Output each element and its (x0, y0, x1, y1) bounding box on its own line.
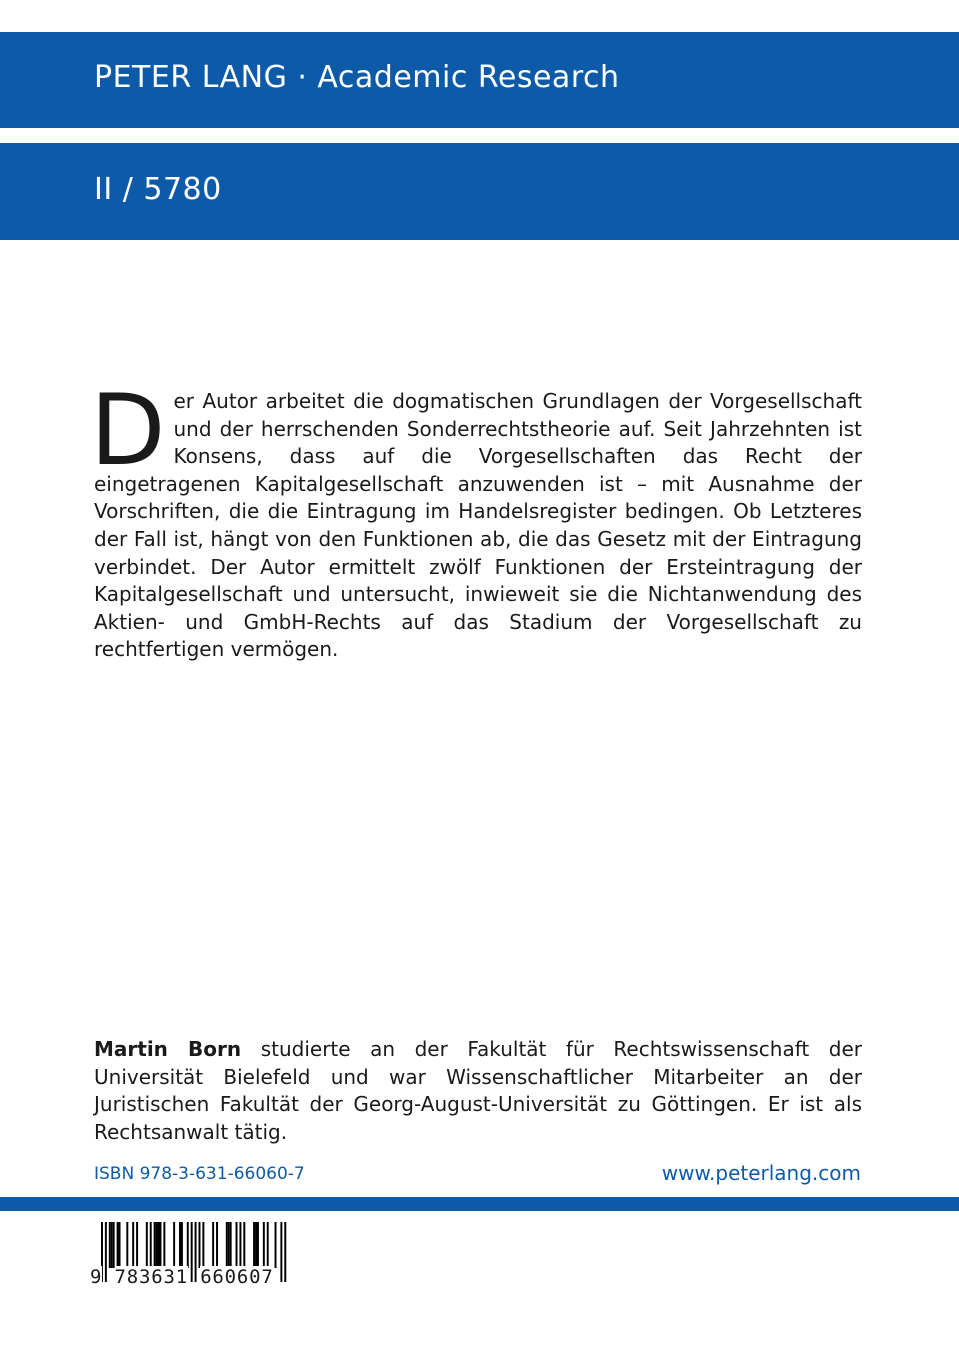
series-number: II / 5780 (94, 172, 222, 207)
author-name: Martin Born (94, 1037, 242, 1061)
barcode-bar (109, 1222, 111, 1268)
barcode-bar (253, 1222, 255, 1268)
barcode-lead-digit: 9 (90, 1266, 103, 1288)
barcode-bar (255, 1222, 257, 1268)
barcode-bar (132, 1222, 134, 1268)
barcode-bar (187, 1222, 189, 1268)
isbn-label: ISBN 978-3-631-66060-7 (94, 1164, 305, 1184)
barcode-bar (202, 1222, 204, 1268)
isbn-barcode (90, 1222, 290, 1288)
barcode-bar (228, 1222, 230, 1268)
barcode-bar (243, 1222, 245, 1268)
publisher-series-title: PETER LANG · Academic Research (94, 60, 620, 95)
barcode-bar (156, 1222, 158, 1268)
barcode-bar (226, 1222, 228, 1268)
barcode-bar (181, 1222, 183, 1268)
barcode-bar (173, 1222, 175, 1268)
blurb-text: er Autor arbeitet die dogmatischen Grundlagen der Vorgesellschaft und der herrschenden Sonderrechtstheorie auf. Seit Jahrzehnten ist Konsens, dass auf die Vorgesellschaften das Recht der eingetragenen Kapitalgesellschaft anzuwenden ist – mit Ausnahme der Vorschriften, die die Eintragung im Handelsregister bedingen. Ob Letzteres der Fall ist, hängt von den Funktionen ab, die das Gesetz mit der Eintragung verbindet. Der Autor ermittelt zwölf Funktionen der Ersteintragung der Kapitalgesellschaft und untersucht, inwieweit sie die Nichtanwendung des Aktien- und GmbH-Rechts auf das Stadium der Vorgesellschaft zu rechtfertigen vermögen. (94, 389, 862, 662)
barcode-right-digits: 660607 (200, 1266, 274, 1288)
barcode-bar (154, 1222, 156, 1268)
publisher-website-link[interactable]: www.peterlang.com (661, 1161, 861, 1185)
barcode-bar (267, 1222, 269, 1268)
blurb-dropcap: D (90, 374, 166, 488)
footer-band (0, 1197, 959, 1211)
barcode-bar (199, 1222, 201, 1268)
barcode-bar (275, 1222, 277, 1268)
barcode-bar (113, 1222, 115, 1268)
barcode-bar (230, 1222, 232, 1268)
barcode-bar (236, 1222, 238, 1268)
barcode-bar (158, 1222, 160, 1268)
barcode-bar (126, 1222, 128, 1268)
barcode-bar (136, 1222, 138, 1268)
author-bio (94, 1036, 862, 1146)
barcode-bar (111, 1222, 113, 1268)
barcode-bar (179, 1222, 181, 1268)
barcode-bar (150, 1222, 152, 1268)
barcode-bar (163, 1222, 165, 1268)
barcode-bar (160, 1222, 162, 1268)
barcode-left-digits: 783631 (114, 1266, 188, 1288)
barcode-bar (216, 1222, 218, 1268)
barcode-digits (90, 1266, 290, 1288)
barcode-bar (239, 1222, 241, 1268)
barcode-bar (146, 1222, 148, 1268)
barcode-bar (117, 1222, 119, 1268)
barcode-bar (212, 1222, 214, 1268)
barcode-bar (257, 1222, 259, 1268)
barcode-bar (263, 1222, 265, 1268)
book-blurb (90, 374, 862, 664)
barcode-bar (119, 1222, 121, 1268)
author-bio-text: studierte an der Fakultät für Rechtswissenschaft der Universität Bielefeld und war Wissenschaftlicher Mitarbeiter an der Juristischen Fakultät der Georg-August-Universität zu Göttingen. Er ist als Rechtsanwalt tätig. (94, 1037, 863, 1144)
